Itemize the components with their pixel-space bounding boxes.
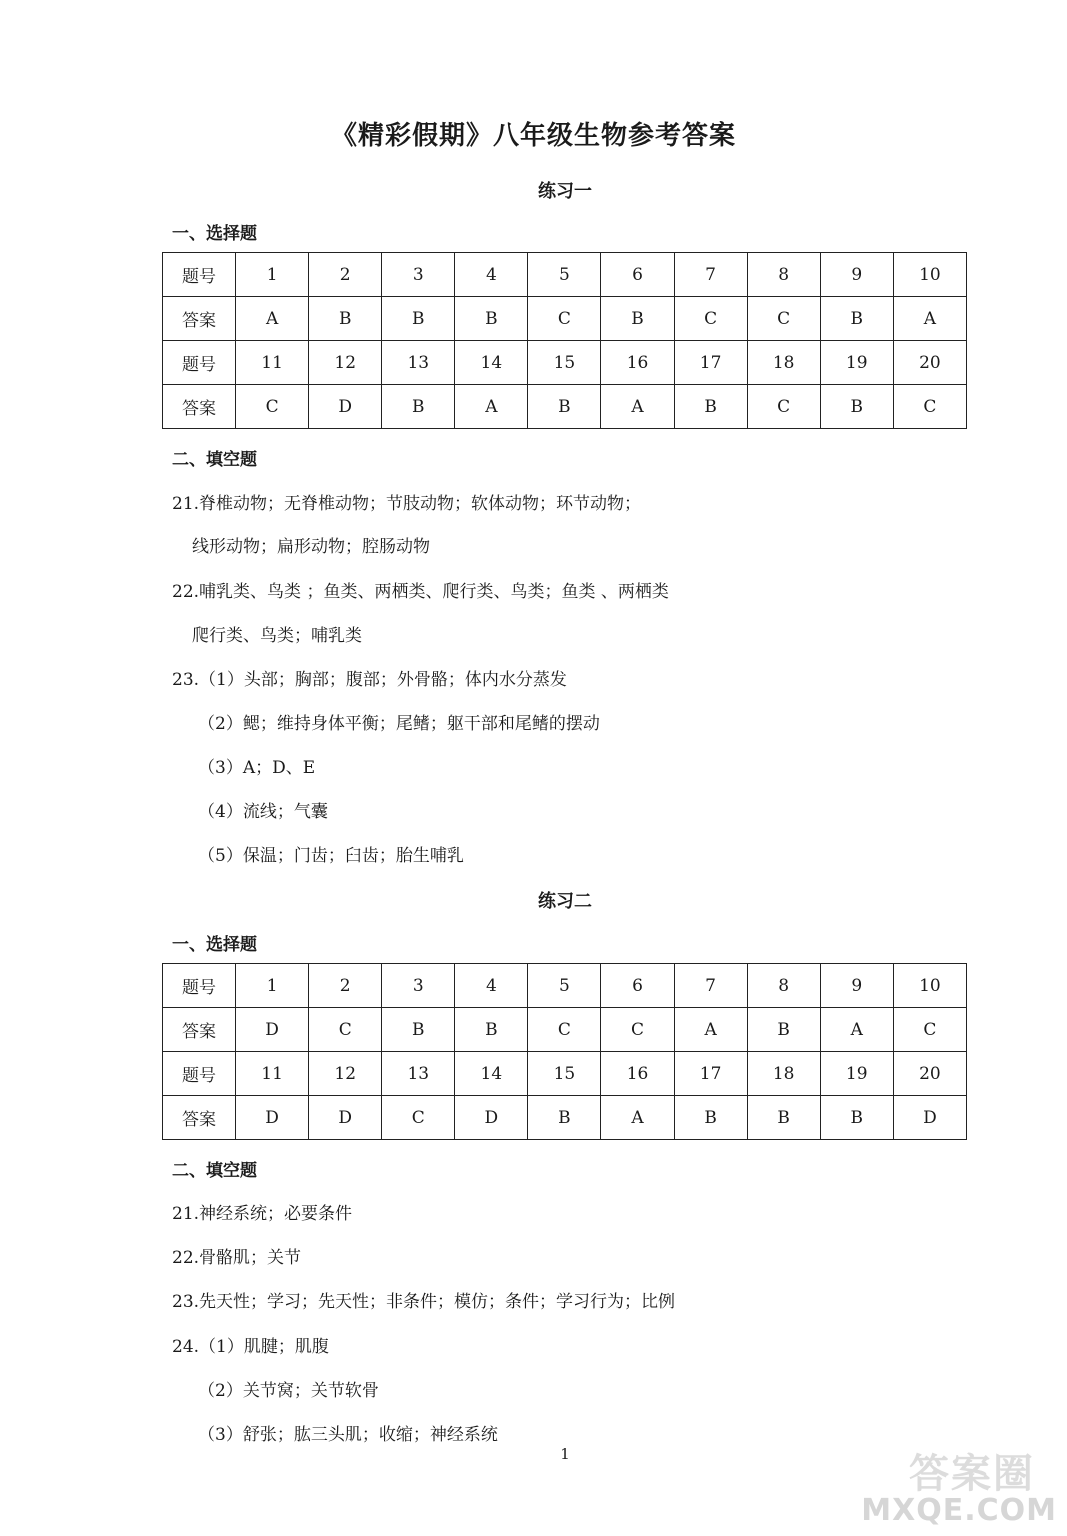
table-cell: 11 [236, 341, 309, 385]
answer-line: 爬行类、鸟类；哺乳类 [192, 626, 362, 646]
table-cell: 13 [382, 1052, 455, 1096]
table-cell: B [382, 1008, 455, 1052]
table-cell: B [455, 1008, 528, 1052]
table-cell: B [382, 297, 455, 341]
table-cell: 题号 [163, 253, 236, 297]
table-cell: 8 [747, 964, 820, 1008]
answer-line: 线形动物；扁形动物；腔肠动物 [192, 537, 430, 557]
table-cell: 20 [893, 1052, 966, 1096]
table-cell: 16 [601, 341, 674, 385]
table-cell: C [747, 385, 820, 429]
table-cell: 答案 [163, 1008, 236, 1052]
table-cell: 6 [601, 253, 674, 297]
table-cell: B [528, 385, 601, 429]
table-cell: B [820, 1096, 893, 1140]
ex1-answer-table [162, 252, 967, 429]
table-cell: A [674, 1008, 747, 1052]
table-cell: 7 [674, 253, 747, 297]
table-cell: D [309, 1096, 382, 1140]
table-cell: 18 [747, 341, 820, 385]
table-cell: D [893, 1096, 966, 1140]
table-cell: D [455, 1096, 528, 1140]
answer-line: 23.（1）头部；胸部；腹部；外骨骼；体内水分蒸发 [172, 670, 567, 690]
table-cell: B [601, 297, 674, 341]
table-cell: B [820, 297, 893, 341]
table-cell: 7 [674, 964, 747, 1008]
table-row [163, 1052, 967, 1096]
table-cell: 19 [820, 1052, 893, 1096]
answer-line: （3）舒张；肱三头肌；收缩；神经系统 [198, 1425, 498, 1445]
watermark-bottom: MXQE.COM [861, 1493, 1057, 1528]
exercise-1-heading: 练习一 [538, 181, 592, 202]
answer-line: 22.骨骼肌；关节 [172, 1248, 302, 1268]
table-row [163, 385, 967, 429]
table-cell: C [893, 385, 966, 429]
table-cell: 18 [747, 1052, 820, 1096]
document-title: 《精彩假期》八年级生物参考答案 [330, 121, 736, 151]
table-cell: 20 [893, 341, 966, 385]
table-cell: 17 [674, 1052, 747, 1096]
table-cell: C [528, 297, 601, 341]
table-cell: 19 [820, 341, 893, 385]
table-cell: 14 [455, 341, 528, 385]
table-cell: 15 [528, 1052, 601, 1096]
answer-line: （3）A；D、E [198, 758, 316, 778]
table-cell: 12 [309, 1052, 382, 1096]
table-cell: 14 [455, 1052, 528, 1096]
table-row [163, 1096, 967, 1140]
table-cell: B [528, 1096, 601, 1140]
watermark-top: 答案圈 [909, 1451, 1035, 1497]
exercise-2-heading: 练习二 [538, 891, 592, 912]
table-cell: 13 [382, 341, 455, 385]
table-cell: 11 [236, 1052, 309, 1096]
ex2-fill-heading: 二、填空题 [172, 1161, 257, 1181]
watermark-logo [827, 1442, 1057, 1528]
table-cell: B [455, 297, 528, 341]
answer-line: 24.（1）肌腱；肌腹 [172, 1337, 329, 1357]
table-cell: C [382, 1096, 455, 1140]
table-cell: A [820, 1008, 893, 1052]
ex2-choice-heading: 一、选择题 [172, 935, 257, 955]
ex2-answer-table [162, 963, 967, 1140]
table-cell: D [236, 1096, 309, 1140]
table-cell: 6 [601, 964, 674, 1008]
table-cell: A [601, 1096, 674, 1140]
table-cell: 9 [820, 964, 893, 1008]
table-row [163, 297, 967, 341]
answer-line: 21.脊椎动物；无脊椎动物；节肢动物；软体动物；环节动物； [172, 494, 642, 514]
table-cell: C [747, 297, 820, 341]
table-cell: 题号 [163, 964, 236, 1008]
table-cell: 5 [528, 964, 601, 1008]
answer-line: （4）流线；气囊 [198, 802, 328, 822]
table-row [163, 341, 967, 385]
answer-line: （5）保温；门齿；臼齿；胎生哺乳 [198, 846, 464, 866]
table-cell: 答案 [163, 1096, 236, 1140]
table-cell: 10 [893, 253, 966, 297]
answer-line: 22.哺乳类、鸟类 ；鱼类、两栖类、爬行类、鸟类；鱼类 、两栖类 [172, 582, 669, 602]
table-cell: B [747, 1008, 820, 1052]
table-cell: 答案 [163, 297, 236, 341]
ex1-choice-heading: 一、选择题 [172, 224, 257, 244]
page-number: 1 [560, 1445, 570, 1463]
ex1-fill-heading: 二、填空题 [172, 450, 257, 470]
table-cell: 12 [309, 341, 382, 385]
table-cell: A [455, 385, 528, 429]
table-cell: 8 [747, 253, 820, 297]
table-cell: B [674, 385, 747, 429]
table-cell: D [309, 385, 382, 429]
table-cell: 4 [455, 253, 528, 297]
table-cell: 3 [382, 253, 455, 297]
table-cell: A [601, 385, 674, 429]
table-cell: 2 [309, 964, 382, 1008]
table-cell: B [309, 297, 382, 341]
table-cell: C [309, 1008, 382, 1052]
table-cell: C [236, 385, 309, 429]
table-cell: A [236, 297, 309, 341]
table-cell: 10 [893, 964, 966, 1008]
answer-line: （2）关节窝；关节软骨 [198, 1381, 379, 1401]
table-cell: 15 [528, 341, 601, 385]
table-cell: 题号 [163, 341, 236, 385]
table-cell: 17 [674, 341, 747, 385]
answer-line: （2）鳃；维持身体平衡；尾鳍；躯干部和尾鳍的摆动 [198, 714, 600, 734]
answer-line: 23.先天性；学习；先天性；非条件；模仿；条件；学习行为；比例 [172, 1292, 676, 1312]
table-cell: 5 [528, 253, 601, 297]
table-cell: 3 [382, 964, 455, 1008]
table-cell: 题号 [163, 1052, 236, 1096]
table-cell: B [382, 385, 455, 429]
table-cell: C [601, 1008, 674, 1052]
table-cell: B [820, 385, 893, 429]
table-row [163, 964, 967, 1008]
table-cell: B [674, 1096, 747, 1140]
table-cell: 16 [601, 1052, 674, 1096]
table-cell: D [236, 1008, 309, 1052]
table-cell: C [528, 1008, 601, 1052]
table-cell: 1 [236, 964, 309, 1008]
table-cell: C [674, 297, 747, 341]
table-row [163, 1008, 967, 1052]
table-row [163, 253, 967, 297]
table-cell: C [893, 1008, 966, 1052]
table-cell: 4 [455, 964, 528, 1008]
table-cell: 2 [309, 253, 382, 297]
answer-line: 21.神经系统；必要条件 [172, 1204, 353, 1224]
table-cell: 1 [236, 253, 309, 297]
table-cell: B [747, 1096, 820, 1140]
table-cell: A [893, 297, 966, 341]
table-cell: 答案 [163, 385, 236, 429]
table-cell: 9 [820, 253, 893, 297]
